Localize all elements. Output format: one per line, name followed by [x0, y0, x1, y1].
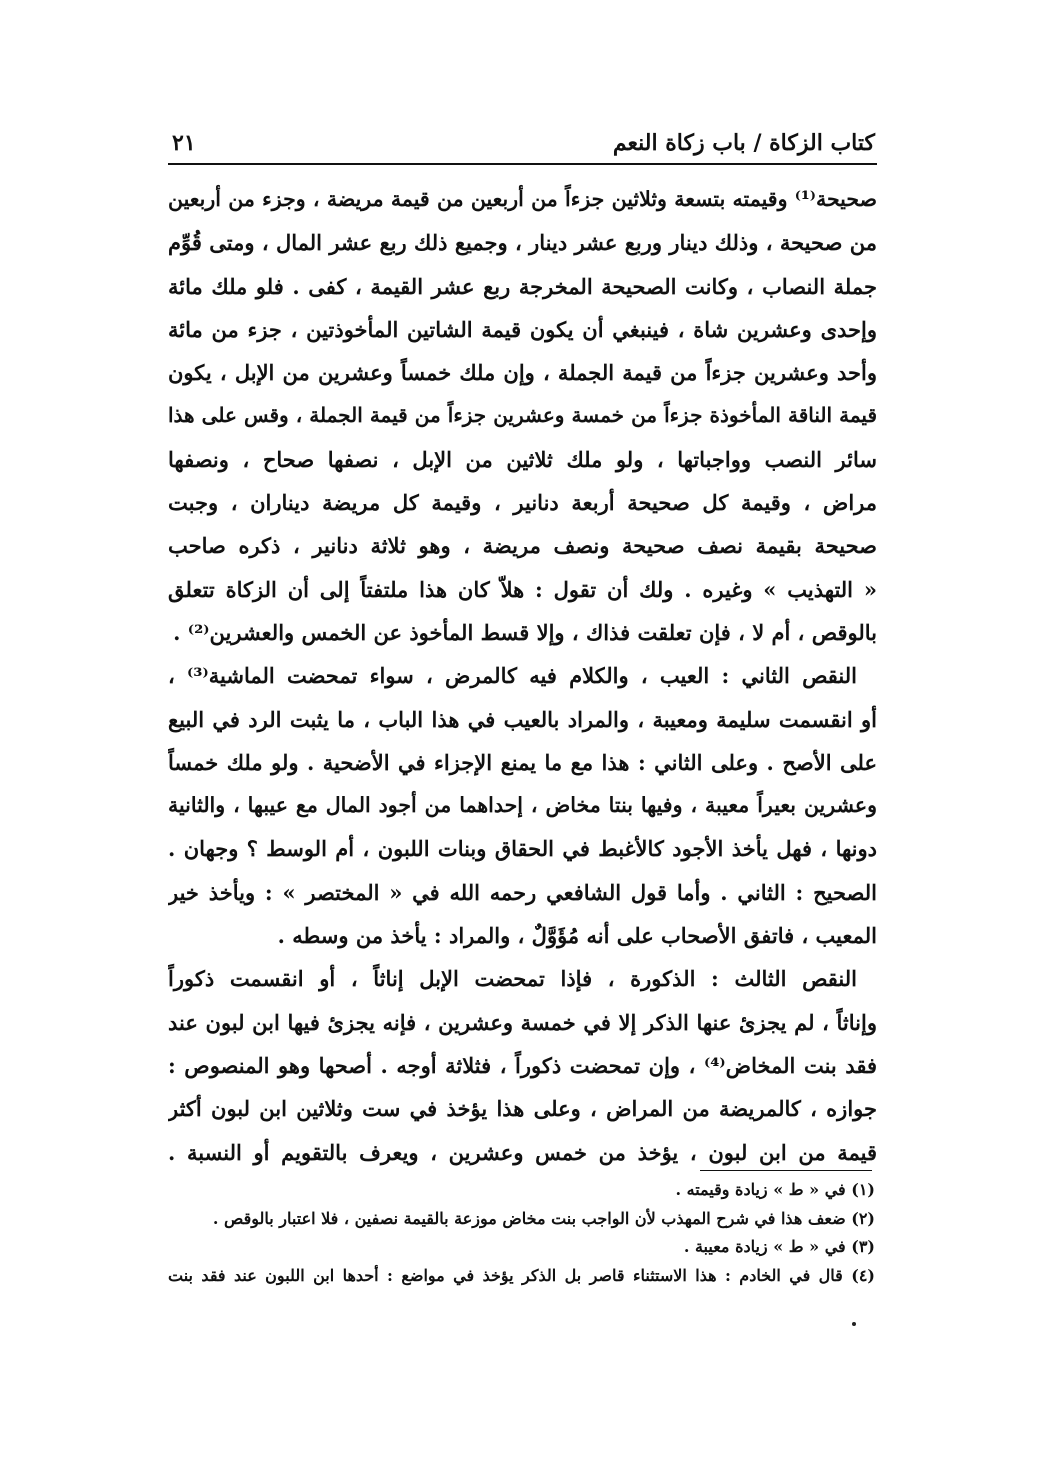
- running-title: كتاب الزكاة / باب زكاة النعم: [612, 130, 875, 156]
- text-line: فقد بنت المخاض⁽⁴⁾ ، وإن تمحضت ذكوراً ، فثلاثة أوجه . أصحها وهو المنصوص :: [168, 1052, 877, 1078]
- page-mark: [852, 1322, 856, 1326]
- text-line: مراض ، وقيمة كل صحيحة أربعة دنانير ، وقيمة كل مريضة ديناران ، وجبت: [168, 490, 877, 516]
- text-line: وأحد وعشرين جزءاً من قيمة الجملة ، وإن ملك خمساً وعشرين من الإبل ، يكون: [168, 360, 877, 386]
- text-line: سائر النصب وواجباتها ، ولو ملك ثلاثين من الإبل ، نصفها صحاح ، ونصفها: [168, 446, 877, 472]
- header-rule: [168, 163, 877, 165]
- page-number: ٢١: [172, 130, 196, 156]
- text-line: من صحيحة ، وذلك دينار وربع عشر دينار ، وجميع ذلك ربع عشر المال ، ومتى قُوِّم: [168, 230, 877, 256]
- text-line: المعيب ، فاتفق الأصحاب على أنه مُؤَوَّلٌ ، والمراد : يأخذ من وسطه .: [277, 923, 877, 949]
- text-line: قيمة من ابن لبون ، يؤخذ من خمس وعشرين ، ويعرف بالتقويم أو النسبة .: [168, 1139, 877, 1165]
- text-line: وإناثاً ، لم يجزئ عنها الذكر إلا في خمسة وعشرين ، فإنه يجزئ فيها ابن لبون عند: [168, 1009, 877, 1035]
- footnote: (٤) قال في الخادم : هذا الاستثناء قاصر بل الذكر يؤخذ في مواضع : أحدها ابن اللبون عند فقد بنت: [168, 1265, 875, 1285]
- footnote: (٢) ضعف هذا في شرح المهذب لأن الواجب بنت مخاض موزعة بالقيمة نصفين ، فلا اعتبار بالوقص .: [212, 1208, 875, 1228]
- text-line: على الأصح . وعلى الثاني : هذا مع ما يمنع الإجزاء في الأضحية . ولو ملك خمساً: [168, 749, 877, 775]
- text-line: صحيحة⁽¹⁾ وقيمته بتسعة وثلاثين جزءاً من أربعين من قيمة مريضة ، وجزء من أربعين: [168, 187, 877, 211]
- text-line: « التهذيب » وغيره . ولك أن تقول : هلاّ كان هذا ملتفتاً إلى أن الزكاة تتعلق: [168, 576, 877, 602]
- text-line: جملة النصاب ، وكانت الصحيحة المخرجة ربع عشر القيمة ، كفى . فلو ملك مائة: [168, 273, 877, 299]
- text-line: صحيحة بقيمة نصف صحيحة ونصف مريضة ، وهو ثلاثة دنانير ، ذكره صاحب: [168, 533, 877, 559]
- text-line: النقص الثاني : العيب ، والكلام فيه كالمرض ، سواء تمحضت الماشية⁽³⁾ ،: [168, 663, 857, 689]
- text-line: النقص الثالث : الذكورة ، فإذا تمحضت الإبل إناثاً ، أو انقسمت ذكوراً: [168, 966, 857, 992]
- text-line: الصحيح : الثاني . وأما قول الشافعي رحمه الله في « المختصر » : ويأخذ خير: [168, 879, 877, 905]
- footnote: (١) في « ط » زيادة وقيمته .: [675, 1180, 875, 1199]
- text-line: دونها ، فهل يأخذ الأجود كالأغبط في الحقاق وبنات اللبون ، أم الوسط ؟ وجهان .: [168, 836, 877, 862]
- text-line: وإحدى وعشرين شاة ، فينبغي أن يكون قيمة الشاتين المأخوذتين ، جزء من مائة: [168, 316, 877, 342]
- text-line: قيمة الناقة المأخوذة جزءاً من خمسة وعشرين جزءاً من قيمة الجملة ، وقس على هذا: [168, 403, 877, 428]
- footnote: (٣) في « ط » زيادة معيبة .: [683, 1237, 875, 1256]
- text-line: جوازه ، كالمريضة من المراض ، وعلى هذا يؤخذ في ست وثلاثين ابن لبون أكثر: [168, 1096, 877, 1122]
- running-header: [172, 124, 875, 158]
- footnote-rule: [700, 1170, 872, 1171]
- footnotes: [168, 1176, 875, 1290]
- main-text: [168, 178, 877, 1174]
- text-line: أو انقسمت سليمة ومعيبة ، والمراد بالعيب في هذا الباب ، ما يثبت الرد في البيع: [168, 706, 877, 732]
- text-line: وعشرين بعيراً معيبة ، وفيها بنتا مخاض ، إحداهما من أجود المال مع عيبها ، والثانية: [168, 793, 877, 818]
- text-line: بالوقص ، أم لا ، فإن تعلقت فذاك ، وإلا قسط المأخوذ عن الخمس والعشرين⁽²⁾ .: [173, 619, 877, 645]
